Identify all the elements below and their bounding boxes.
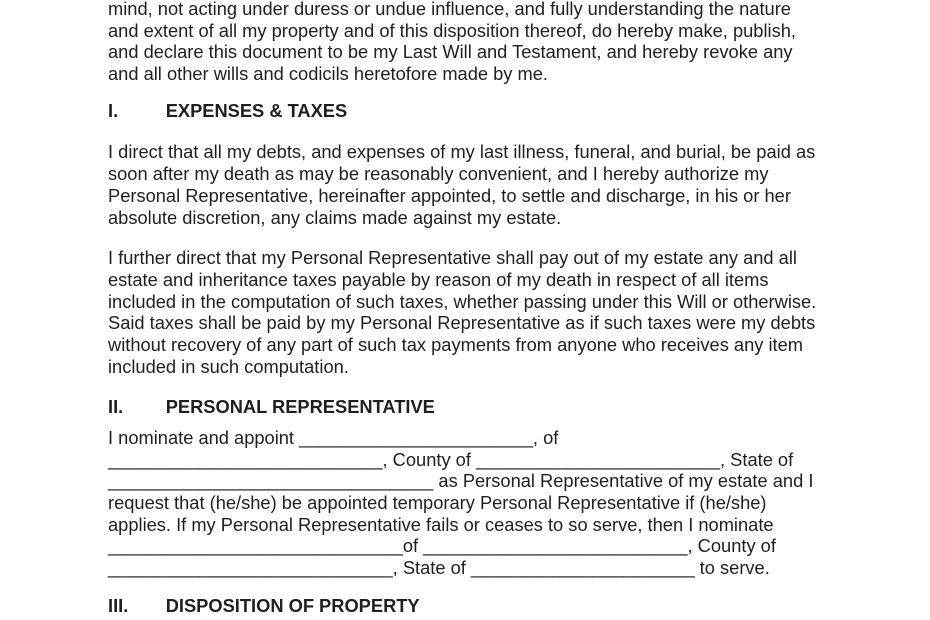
section-number: II. (108, 396, 124, 418)
paragraph (108, 141, 822, 228)
text-line: _____________________________of __________________________, County of (108, 535, 776, 557)
text-line: and all other wills and codicils heretofore made by me. (108, 63, 548, 85)
paragraph (108, 247, 822, 377)
text-line: ___________________________, County of ________________________, State of (108, 448, 794, 470)
text-line: Personal Representative, hereinafter appointed, to settle and discharge, in his or her (108, 184, 791, 206)
text-line: included in the computation of such taxes, whether passing under this Will or otherwise. (108, 290, 817, 312)
section-title: EXPENSES & TAXES (165, 99, 348, 121)
text-line: estate and inheritance taxes payable by reason of my death in respect of all items (108, 268, 769, 290)
text-line: mind, not acting under duress or undue influence, and fully understanding the nature (108, 0, 791, 19)
section-title: PERSONAL REPRESENTATIVE (165, 396, 435, 418)
text-line: request that (he/she) be appointed temporary Personal Representative if (he/she) (108, 492, 767, 514)
text-line: soon after my death as may be reasonably convenient, and I hereby authorize my (108, 163, 769, 185)
text-line: without recovery of any part of such tax payments from anyone who receives any item (108, 333, 804, 355)
text-line: included in such computation. (108, 355, 349, 377)
text-line: and extent of all my property and of this disposition thereof, do hereby make, publish, (108, 19, 796, 41)
text-line: and declare this document to be my Last Will and Testament, and hereby revoke any (108, 41, 793, 63)
text-line: absolute discretion, any claims made against my estate. (108, 206, 562, 228)
paragraph (108, 0, 822, 85)
text-line: I nominate and appoint _______________________, of (108, 427, 559, 448)
section-heading (108, 100, 822, 122)
text-line: ____________________________, State of ______________________ to serve. (108, 557, 770, 579)
section-number: III. (108, 594, 129, 616)
section-number: I. (108, 99, 119, 121)
section-heading (108, 396, 822, 418)
text-line: I further direct that my Personal Representative shall pay out of my estate any and all (108, 247, 797, 269)
paragraph (108, 427, 822, 579)
text-line: ________________________________ as Personal Representative of my estate and I (108, 470, 814, 492)
text-line: applies. If my Personal Representative fails or ceases to so serve, then I nominate (108, 513, 774, 535)
document-body (108, 0, 822, 617)
text-line: I direct that all my debts, and expenses of my last illness, funeral, and burial, be paid as (108, 141, 816, 163)
section-heading (108, 595, 822, 617)
text-line: Said taxes shall be paid by my Personal Representative as if such taxes were my debts (108, 312, 816, 334)
section-title: DISPOSITION OF PROPERTY (165, 594, 420, 616)
